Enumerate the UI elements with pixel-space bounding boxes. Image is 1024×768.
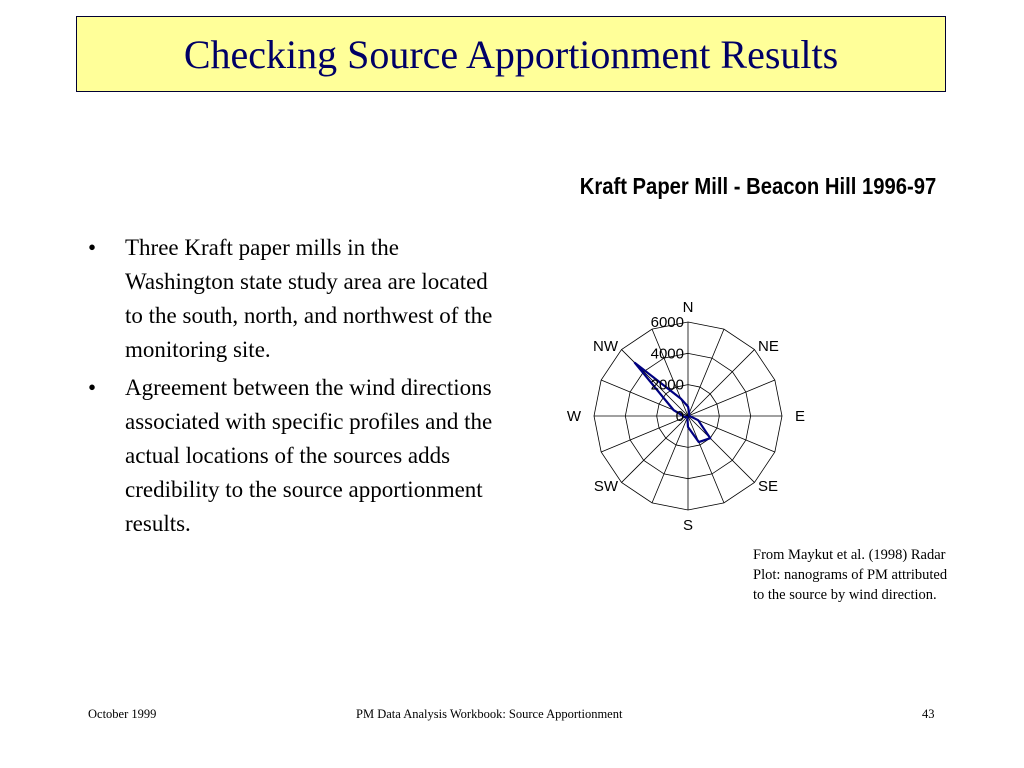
chart-caption: From Maykut et al. (1998) Radar Plot: nanograms of PM attributed to the source by wind direction.	[753, 547, 948, 603]
slide-title: Checking Source Apportionment Results	[183, 31, 839, 77]
bullet-text: Agreement between the wind directions associated with specific profiles and the actual locations of the sources adds credibility to the source apportionment results.	[125, 375, 493, 536]
direction-label: W	[566, 408, 581, 425]
bullet-symbol: •	[88, 235, 97, 260]
radar-spoke	[622, 416, 688, 482]
radar-grid	[594, 322, 782, 510]
footer-title: PM Data Analysis Workbook: Source Apportionment	[356, 707, 623, 721]
bullet-symbol: •	[88, 375, 97, 400]
radial-tick-label: 6000	[650, 314, 684, 331]
direction-label: N	[682, 299, 694, 316]
radar-series	[635, 363, 710, 442]
radar-spoke	[688, 416, 754, 482]
bullet-text: Three Kraft paper mills in the Washington state study area are located to the south, north, and northwest of the monitoring site.	[125, 235, 493, 362]
radial-tick-label: 0	[675, 408, 684, 425]
radial-tick-label: 2000	[650, 376, 684, 394]
radial-tick-label: 4000	[650, 345, 684, 363]
direction-label: SW	[593, 478, 618, 496]
direction-label: NE	[758, 337, 779, 355]
direction-label: SE	[758, 478, 779, 496]
radar-series-line	[635, 363, 710, 442]
footer-page-number: 43	[922, 707, 935, 721]
direction-label: E	[795, 408, 806, 425]
direction-label: NW	[592, 337, 618, 355]
direction-label: S	[682, 517, 694, 534]
footer-date: October 1999	[88, 707, 157, 721]
chart-title: Kraft Paper Mill - Beacon Hill 1996-97	[579, 173, 937, 199]
radar-spoke	[688, 350, 754, 416]
